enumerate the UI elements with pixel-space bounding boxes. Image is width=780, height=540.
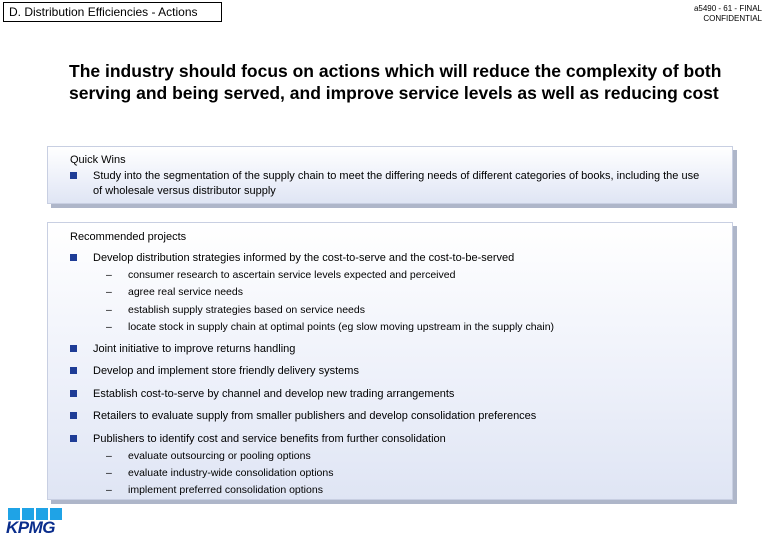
project-text: Establish cost-to-serve by channel and develop new trading arrangements	[93, 388, 455, 400]
quick-win-item	[70, 169, 710, 199]
project-item	[70, 387, 710, 402]
subitem-text: evaluate outsourcing or pooling options	[128, 450, 311, 462]
subitem-text: agree real service needs	[128, 286, 243, 298]
section-tag: D. Distribution Efficiencies - Actions	[3, 2, 222, 22]
subitem-text: establish supply strategies based on service needs	[128, 304, 365, 316]
dash-marker: –	[106, 467, 112, 479]
document-reference	[694, 4, 762, 24]
square-bullet-icon	[70, 412, 77, 419]
subitem-text: locate stock in supply chain at optimal points (eg slow moving upstream in the supply chain)	[128, 321, 555, 333]
project-item	[70, 364, 710, 379]
project-text: Develop and implement store friendly delivery systems	[93, 365, 359, 377]
square-bullet-icon	[70, 435, 77, 442]
dash-marker: –	[106, 269, 112, 281]
page-headline: The industry should focus on actions which will reduce the complexity of both serving and being served, and improve service levels as well as reducing cost	[69, 61, 722, 103]
dash-marker: –	[106, 450, 112, 462]
project-text: Develop distribution strategies informed by the cost-to-serve and the cost-to-be-served	[93, 252, 515, 264]
recommended-projects-title: Recommended projects	[70, 231, 187, 243]
confidential-label: CONFIDENTIAL	[703, 14, 762, 23]
subitem-text: consumer research to ascertain service levels expected and perceived	[128, 269, 456, 281]
doc-ref-number: a5490 - 61 - FINAL	[693, 4, 762, 13]
project-item	[70, 409, 710, 424]
project-item	[70, 432, 710, 447]
square-bullet-icon	[70, 345, 77, 352]
dash-marker: –	[106, 304, 112, 316]
recommended-projects-box	[47, 222, 733, 500]
subitem-text: implement preferred consolidation options	[128, 484, 323, 496]
square-bullet-icon	[70, 367, 77, 374]
project-text: Joint initiative to improve returns handling	[93, 343, 296, 355]
subitem-text: evaluate industry-wide consolidation options	[128, 467, 334, 479]
square-bullet-icon	[70, 172, 77, 179]
project-item	[70, 251, 710, 266]
quick-wins-title: Quick Wins	[70, 154, 126, 166]
kpmg-logo	[6, 508, 70, 538]
square-bullet-icon	[70, 390, 77, 397]
project-item	[70, 342, 710, 357]
square-bullet-icon	[70, 254, 77, 261]
dash-marker: –	[106, 286, 112, 298]
quick-win-text: Study into the segmentation of the supply chain to meet the differing needs of different categories of books, including the use of wholesale versus distributor supply	[93, 170, 700, 197]
quick-wins-box	[47, 146, 733, 204]
dash-marker: –	[106, 321, 112, 333]
project-text: Retailers to evaluate supply from smaller publishers and develop consolidation preferences	[93, 410, 537, 422]
project-text: Publishers to identify cost and service benefits from further consolidation	[93, 433, 446, 445]
dash-marker: –	[106, 484, 112, 496]
logo-wordmark: KPMG	[6, 518, 55, 537]
